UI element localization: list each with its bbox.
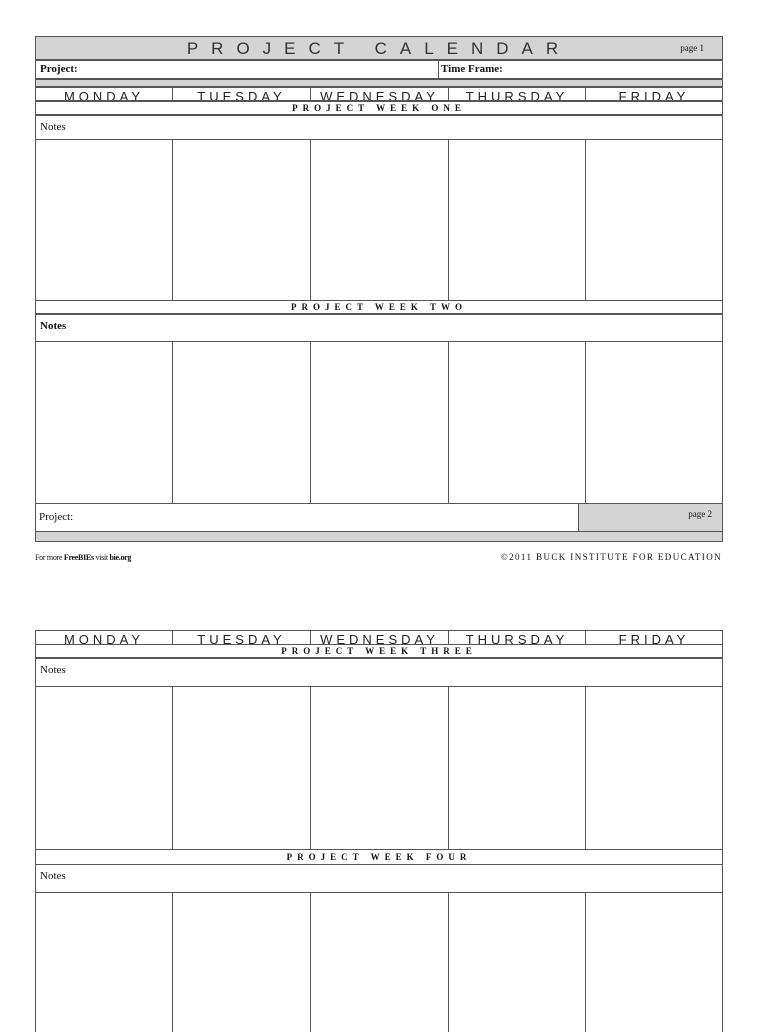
day-monday: MONDAY [36, 88, 173, 100]
day-thursday: THURSDAY [449, 631, 586, 644]
week-two-notes: Notes [35, 314, 723, 342]
week-four-header: PROJECT WEEK FOUR [35, 849, 723, 865]
footer-mid: visit [93, 553, 110, 562]
day-cell [173, 140, 311, 300]
day-cell [311, 342, 449, 503]
day-cell [173, 893, 311, 1032]
project-info-row [35, 60, 723, 79]
week-three-notes: Notes [35, 658, 723, 687]
week-three-grid [35, 686, 723, 850]
timeframe-label: Time Frame: [441, 63, 503, 75]
calendar-title-bar [35, 36, 723, 60]
day-cell [173, 687, 311, 849]
divider [438, 61, 439, 78]
day-cell [36, 687, 173, 849]
separator-bar [35, 79, 723, 87]
day-tuesday: TUESDAY [173, 88, 311, 100]
week-one-header: PROJECT WEEK ONE [35, 101, 723, 115]
page-two-label: page 2 [688, 509, 712, 519]
project-label: Project: [40, 63, 78, 75]
day-monday: MONDAY [36, 631, 173, 644]
day-wednesday: WEDNESDAY [311, 88, 449, 100]
day-cell [586, 342, 722, 503]
week-four-grid [35, 892, 723, 1032]
footer-prefix: For more [35, 553, 64, 562]
week-four-notes: Notes [35, 864, 723, 893]
week-three-header: PROJECT WEEK THREE [35, 644, 723, 658]
day-cell [449, 342, 586, 503]
week-one-grid [35, 139, 723, 301]
day-cell [449, 687, 586, 849]
week-one-notes: Notes [35, 115, 723, 140]
day-header-row [35, 87, 723, 101]
day-cell [311, 687, 449, 849]
day-cell [36, 893, 173, 1032]
week-two-header: PROJECT WEEK TWO [35, 300, 723, 314]
bottom-bar [35, 531, 723, 542]
page-number-label: page 1 [680, 43, 704, 53]
footer-bie-link[interactable]: bie.org [109, 553, 132, 562]
day-friday: FRIDAY [618, 89, 690, 100]
footer-freebies [35, 553, 131, 562]
day-wednesday: WEDNESDAY [311, 631, 449, 644]
footer-freebies-bold: FreeBIEs [63, 553, 94, 562]
bottom-project-row [35, 503, 579, 532]
day-cell [311, 140, 449, 300]
page-two-label-box [578, 503, 723, 532]
calendar-title: PROJECT CALENDAR [186, 39, 572, 58]
day-cell [36, 342, 173, 503]
day-header-row-2 [35, 630, 723, 645]
week-two-grid [35, 341, 723, 504]
day-cell [449, 893, 586, 1032]
bottom-project-label: Project: [39, 511, 74, 523]
day-cell [586, 893, 722, 1032]
day-friday: FRIDAY [618, 632, 690, 644]
copyright-text: ©2011 BUCK INSTITUTE FOR EDUCATION [500, 552, 722, 562]
day-cell [586, 140, 722, 300]
day-thursday: THURSDAY [449, 88, 586, 100]
day-cell [173, 342, 311, 503]
day-cell [449, 140, 586, 300]
day-cell [586, 687, 722, 849]
day-cell [311, 893, 449, 1032]
day-cell [36, 140, 173, 300]
day-tuesday: TUESDAY [173, 631, 311, 644]
